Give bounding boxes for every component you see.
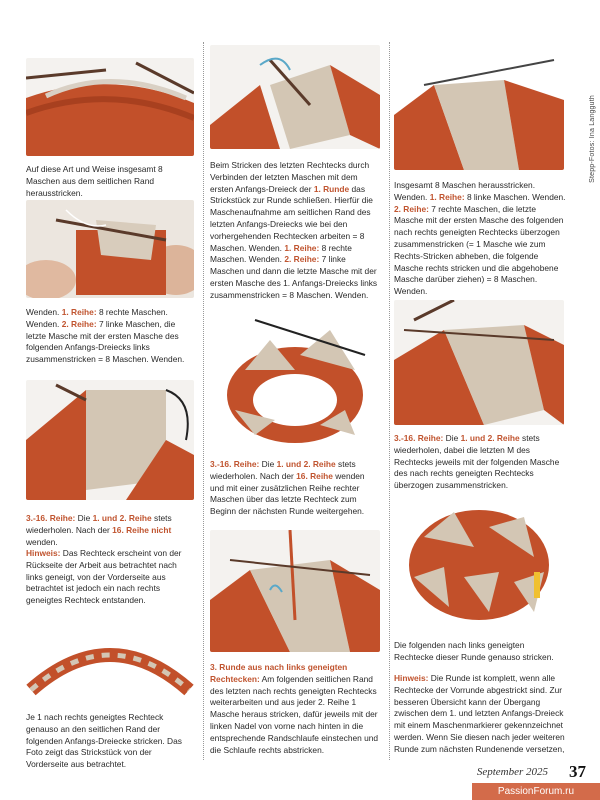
page-number: 37 [569,762,586,781]
step-photo-10 [394,497,564,627]
col1-text-1: Auf diese Art und Weise insgesamt 8 Maschen aus dem seitlichen Rand herausstricken. [26,164,163,198]
col2-text-1: Beim Stricken des letzten Rechtecks durch Verbinden der letzten Maschen mit dem ersten Anfangs-Dreieck der 1. Runde das Strickstück zur Runde schließen. Hierfür die Maschenaufnahme am seitlichen Rand des letzten Anfangs-Dreiecks wie bei den vorhergehenden Rechtecken arbeiten = 8 Maschen. Wenden. 1. Reihe: 8 rechte Maschen. Wenden. 2. Reihe: 7 linke Maschen und dann die letzte Masche mit der ersten Masche des 1. Anfangs-Dreiecks links zusammenstricken = 8 Maschen. Wenden. [210,160,378,300]
step-photo-4 [26,630,194,698]
column-divider-1 [203,42,204,760]
step-photo-9 [394,300,564,425]
col2-text-3: 3. Runde aus nach links geneigten Rechtecken: Am folgenden seitlichen Rand des letzten nach rechts geneigten Rechtecks weiterarbeiten und aus jeder 2. Reihe 1 Masche heraus stricken, dafür jeweils mit der linken Nadel von vorne nach hinten in die entsprechende Randschlaufe einstechen und die Schlaufe rechts abstricken. [210,662,379,755]
col1-text-3: 3.-16. Reihe: Die 1. und 2. Reihe stets wiederholen. Nach der 16. Reihe nicht wenden. [26,513,172,547]
col2-text-2: 3.-16. Reihe: Die 1. und 2. Reihe stets wiederholen. Nach der 16. Reihe wenden und mit einer zusätzlichen Reihe rechter Maschen über das letzte Rechteck zum Beginn der nächsten Runde weitergehen. [210,459,365,517]
step-photo-6 [215,315,375,450]
col1-text-5: Je 1 nach rechts geneigtes Rechteck genauso an den seitlichen Rand der folgenden Anfangs-Dreiecke stricken. Das Foto zeigt das Strickstück von der Vorderseite aus betrachtet. [26,712,182,770]
column-divider-2 [389,42,390,760]
watermark-link[interactable]: PassionForum.ru [472,783,600,800]
col3-text-3: Die folgenden nach links geneigten Rechtecke dieser Runde genauso stricken. [394,640,554,662]
step-photo-2 [26,200,194,298]
photo-credit: Stepp-Fotos: Ina Langguth [589,95,596,183]
step-photo-3 [26,380,194,500]
col1-text-4: Hinweis: Das Rechteck erscheint von der Rückseite der Arbeit aus betrachtet nach links geneigt, von der Vorderseite aus betrachtet ist jedoch ein nach rechts geneigtes Rechteck entstanden. [26,548,182,606]
col3-text-4: Hinweis: Die Runde ist komplett, wenn alle Rechtecke der Vorrunde abgestrickt sind. Zur besseren Übersicht kann der Übergang zwischen dem 1. und letzten Anfangs-Dreieck mit einem Maschenmarkierer gekennzeichnet werden. Wenn Sie diesen nach jeder weiteren Runde zum nächsten Rundenende versetzen, [394,673,565,754]
step-photo-7 [210,530,380,652]
col3-text-1: Insgesamt 8 Maschen herausstricken. Wenden. 1. Reihe: 8 linke Maschen. Wenden. 2. Reihe: 7 rechte Maschen, die letzte Masche mit der ersten Masche des folgenden nach rechts geneigten Rechtecks überzogen zusammenstricken (= 1 Masche wie zum Rechts-Stricken abheben, die folgende Masche rechts stricken und die abgehobene Masche darüber ziehen) = 8 Maschen. Wenden. [394,180,566,297]
magazine-issue: September 2025 [476,766,548,778]
step-photo-8 [394,45,564,170]
step-photo-1 [26,58,194,156]
step-photo-5 [210,45,380,149]
col1-text-2: Wenden. 1. Reihe: 8 rechte Maschen. Wenden. 2. Reihe: 7 linke Maschen, die letzte Masche mit der ersten Masche des folgenden Anfangs-Dreiecks links zusammenstricken = 8 Maschen. Wenden. [26,307,185,365]
col3-text-2: 3.-16. Reihe: Die 1. und 2. Reihe stets wiederholen, dabei die letzten M des Rechtecks jeweils mit der folgenden Masche des nach rechts geneigten Rechtecks überzogen zusammenstricken. [394,433,560,491]
